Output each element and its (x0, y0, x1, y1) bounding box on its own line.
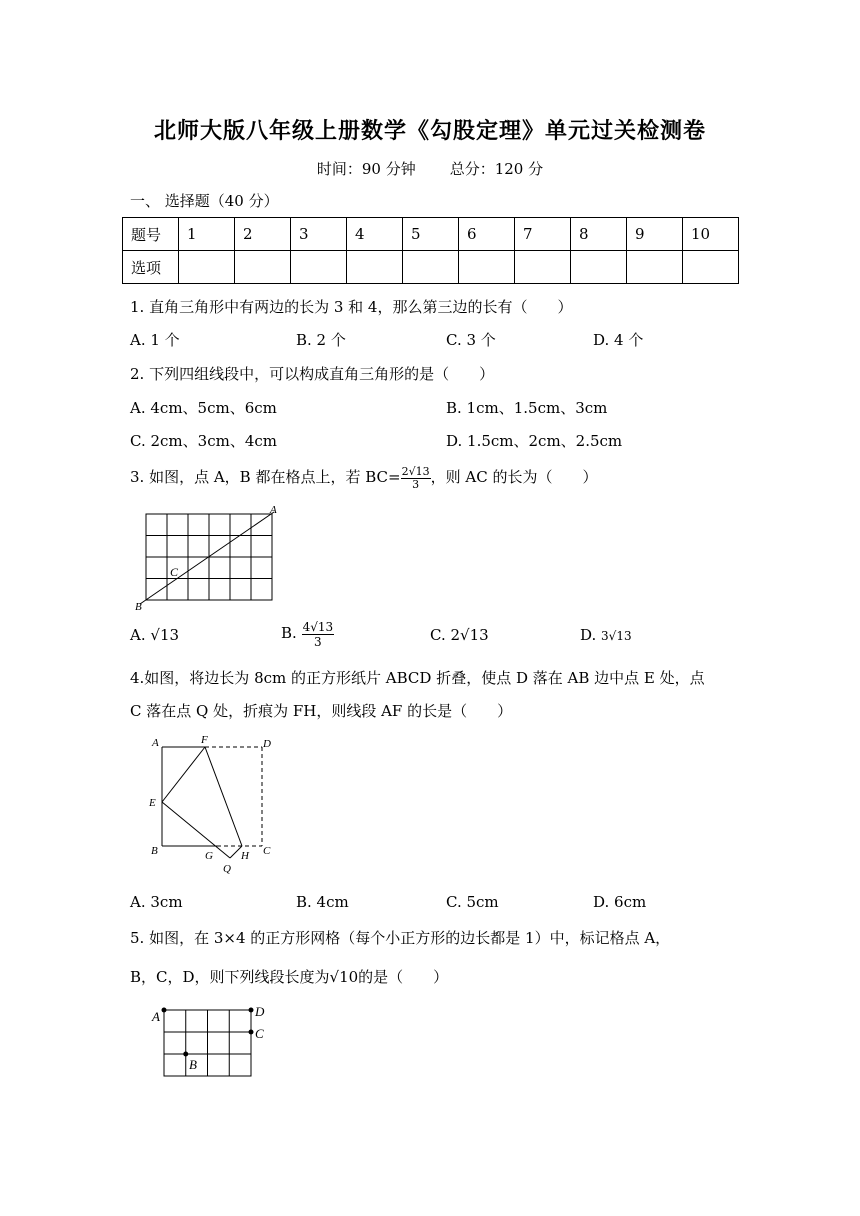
question-5-line-1: 5. 如图，在 3×4 的正方形网格（每个小正方形的边长都是 1）中，标记格点 A， (130, 929, 671, 947)
q4-label-e: E (149, 797, 156, 809)
question-number-cell: 10 (683, 218, 739, 251)
q4-option-a: A. 3cm (130, 893, 183, 911)
table-row (123, 218, 739, 251)
q3-label-a: A (270, 504, 277, 516)
answer-cell[interactable] (683, 251, 739, 284)
q3-option-c-letter: C. (430, 626, 446, 644)
question-3-stem (130, 462, 597, 492)
q3-option-b (281, 616, 334, 650)
table-row (123, 251, 739, 284)
answer-cell[interactable] (459, 251, 515, 284)
q1-option-d: D. 4 个 (593, 331, 644, 349)
q3-label-c: C (170, 565, 179, 579)
q2-option-a: A. 4cm、5cm、6cm (130, 399, 277, 417)
q5-label-d: D (255, 1004, 265, 1019)
q3-fraction-numerator: 2√13 (401, 464, 430, 478)
question-2-stem: 2. 下列四组线段中，可以构成直角三角形的是（ ） (130, 365, 495, 383)
q3-option-b-numerator: 4√13 (302, 619, 334, 634)
question-number-cell: 2 (235, 218, 291, 251)
q4-option-c: C. 5cm (446, 893, 499, 911)
answer-cell[interactable] (515, 251, 571, 284)
q3-option-b-fraction (302, 620, 335, 649)
q3-option-a-letter: A. (130, 626, 146, 644)
q3-fraction-denominator: 3 (412, 477, 420, 491)
q5-label-c: C (255, 1026, 264, 1041)
q1-option-b: B. 2 个 (296, 331, 346, 349)
q2-option-b: B. 1cm、1.5cm、3cm (446, 399, 608, 417)
question-5-line-2: B，C，D，则下列线段长度为√10的是（ ） (130, 968, 449, 986)
table-header-cell: 选项 (123, 251, 179, 284)
q3-option-c (430, 620, 489, 650)
q5-grid-figure (148, 1000, 278, 1082)
question-number-cell: 6 (459, 218, 515, 251)
q4-label-f: F (201, 734, 208, 746)
question-number-cell: 1 (179, 218, 235, 251)
q4-label-h: H (241, 850, 249, 862)
table-header-cell: 题号 (123, 218, 179, 251)
question-number-cell: 9 (627, 218, 683, 251)
q3-fraction (401, 466, 431, 491)
answer-cell[interactable] (403, 251, 459, 284)
question-number-cell: 5 (403, 218, 459, 251)
answer-cell[interactable] (627, 251, 683, 284)
q4-label-q: Q (223, 863, 231, 875)
q1-option-a: A. 1 个 (130, 331, 180, 349)
q3-option-a (130, 620, 179, 650)
q4-label-d: D (263, 738, 271, 750)
q5-label-a: A (152, 1009, 160, 1024)
q3-option-b-denominator: 3 (314, 634, 322, 649)
q2-option-d: D. 1.5cm、2cm、2.5cm (446, 432, 623, 450)
q1-option-c: C. 3 个 (446, 331, 496, 349)
q4-label-c: C (263, 845, 271, 857)
q3-stem-pre: 3. 如图，点 A，B 都在格点上，若 BC= (130, 468, 401, 486)
q3-grid-figure (130, 502, 290, 612)
q4-option-b: B. 4cm (296, 893, 349, 911)
question-number-cell: 4 (347, 218, 403, 251)
q3-label-b: B (135, 601, 142, 612)
question-number-cell: 7 (515, 218, 571, 251)
q3-option-d-value: 3√13 (601, 629, 632, 643)
exam-score: 总分：120 分 (449, 160, 544, 178)
answer-cell[interactable] (347, 251, 403, 284)
q3-stem-post: ，则 AC 的长为（ ） (430, 468, 598, 486)
q5-label-b: B (189, 1057, 197, 1072)
q4-label-b: B (151, 845, 158, 857)
exam-meta (0, 158, 860, 179)
answer-cell[interactable] (179, 251, 235, 284)
q3-option-d (580, 620, 632, 651)
q3-option-b-letter: B. (281, 624, 297, 642)
q4-fold-figure (145, 732, 280, 877)
q3-option-a-value: √13 (150, 626, 180, 644)
question-4-line-2: C 落在点 Q 处，折痕为 FH，则线段 AF 的长是（ ） (130, 702, 513, 720)
question-4-line-1: 4.如图，将边长为 8cm 的正方形纸片 ABCD 折叠，使点 D 落在 AB 边中点 E 处，点 (130, 669, 705, 687)
question-1-stem: 1. 直角三角形中有两边的长为 3 和 4，那么第三边的长有（ ） (130, 298, 573, 316)
answer-cell[interactable] (571, 251, 627, 284)
q4-label-g: G (205, 850, 213, 862)
q3-option-c-value: 2√13 (450, 626, 489, 644)
answer-cell[interactable] (291, 251, 347, 284)
q2-option-c: C. 2cm、3cm、4cm (130, 432, 277, 450)
exam-time: 时间：90 分钟 (316, 160, 416, 178)
section-heading: 一、 选择题（40 分） (130, 192, 279, 210)
page-title: 北师大版八年级上册数学《勾股定理》单元过关检测卷 (153, 118, 706, 144)
question-number-cell: 8 (571, 218, 627, 251)
q4-option-d: D. 6cm (593, 893, 647, 911)
answer-cell[interactable] (235, 251, 291, 284)
question-number-cell: 3 (291, 218, 347, 251)
q4-label-a: A (152, 737, 159, 749)
q3-option-d-letter: D. (580, 626, 597, 644)
answer-table (122, 217, 739, 284)
